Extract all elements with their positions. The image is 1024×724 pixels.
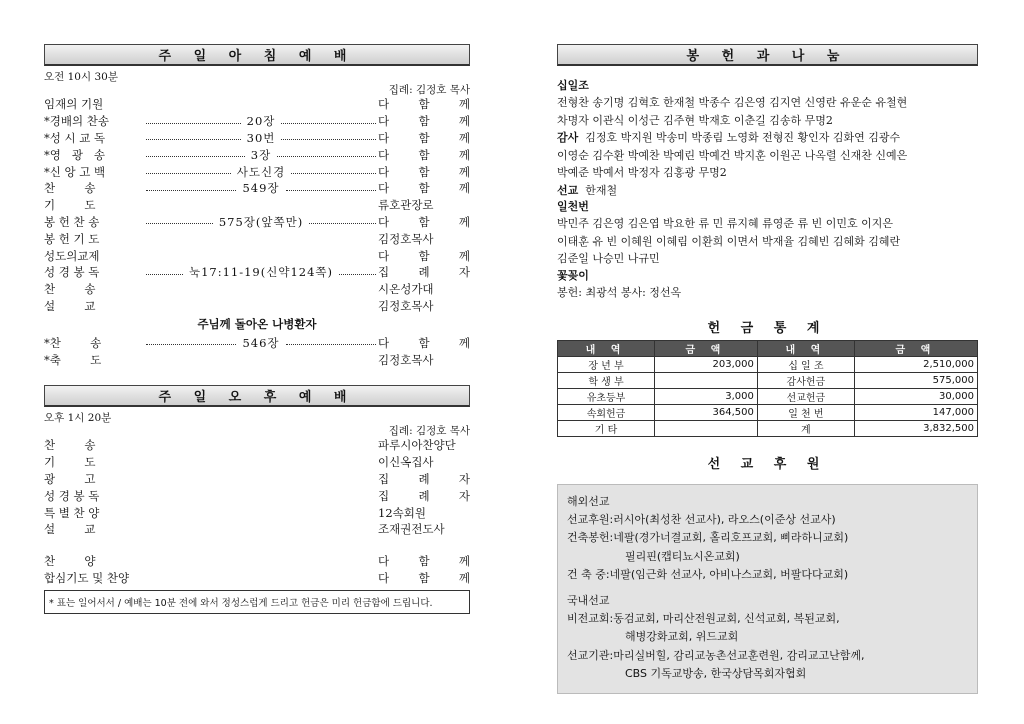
stats-header-cell: 금 액 xyxy=(655,341,758,357)
order-row xyxy=(44,180,470,197)
mission-row xyxy=(567,665,968,683)
stats-row xyxy=(558,389,978,405)
ilchun-line: 이태훈 유 빈 이혜원 이혜림 이환희 이면서 박재율 김혜빈 김혜화 김혜란 xyxy=(557,234,901,248)
order-leader xyxy=(144,214,378,230)
order-row xyxy=(44,521,470,538)
ilchun-heading: 일천번 xyxy=(557,200,589,213)
order-leader xyxy=(144,113,378,129)
order-row xyxy=(44,553,470,570)
order-leader-name: 다 함 께 xyxy=(378,335,470,350)
order-leader xyxy=(144,512,378,513)
dotted-leader xyxy=(146,274,183,275)
order-label: 기 도 xyxy=(44,198,96,213)
mission-targets: 필리핀(캡티뇨시온교회) xyxy=(625,549,740,563)
order-leader-name: 김정호목사 xyxy=(378,352,434,367)
afternoon-order-list xyxy=(44,437,470,538)
offering-stats-title: 헌 금 통 계 xyxy=(707,321,828,336)
tithe-heading: 십일조 xyxy=(557,79,589,92)
order-leader xyxy=(144,561,378,562)
morning-order-list xyxy=(44,96,470,314)
stats-body xyxy=(558,357,978,437)
stats-item-cell: 계 xyxy=(757,421,854,437)
afternoon-officiant: 집례: 김정호 목사 xyxy=(388,424,470,437)
overseas-heading: 해외선교 xyxy=(567,495,610,508)
mission-category xyxy=(567,665,625,683)
order-leader-name: 12속회원 xyxy=(378,505,426,520)
order-leader-name: 다 함 께 xyxy=(378,97,470,112)
order-leader-name: 다 함 께 xyxy=(378,181,470,196)
order-leader-name: 다 함 께 xyxy=(378,570,470,585)
order-label: 성 경 봉 독 xyxy=(44,488,100,503)
dotted-leader xyxy=(286,190,376,191)
order-label: *경배의 찬송 xyxy=(44,114,109,129)
stats-amount-cell: 147,000 xyxy=(854,405,977,421)
thanks-names: 김정호 박지원 박송미 박종림 노영화 전형진 황인자 김화연 김광수 xyxy=(585,131,901,144)
dotted-leader xyxy=(281,139,376,140)
order-label: 특 별 찬 양 xyxy=(44,505,100,520)
order-leader-name: 집 례 자 xyxy=(378,488,470,503)
afternoon-service-header xyxy=(44,385,470,407)
stats-amount-cell: 203,000 xyxy=(655,357,758,373)
worship-note: * 표는 일어서서 / 예배는 10분 전에 와서 정성스럽게 드리고 헌금은 미리 헌금함에 드립니다. xyxy=(44,590,470,614)
thanks-heading: 감사 xyxy=(557,131,579,144)
mission-offering-names: 한재철 xyxy=(585,183,618,197)
order-detail: 3장 xyxy=(250,147,272,162)
order-leader-name: 류호관장로 xyxy=(378,198,434,213)
order-leader xyxy=(144,289,378,290)
stats-item-cell: 감사헌금 xyxy=(757,373,854,389)
order-row xyxy=(44,264,470,281)
order-label: *신 앙 고 백 xyxy=(44,164,106,179)
tithe-names xyxy=(557,94,978,199)
stats-row xyxy=(558,421,978,437)
order-detail: 549장 xyxy=(242,181,280,196)
stats-amount-cell: 30,000 xyxy=(854,389,977,405)
mission-row xyxy=(567,647,968,665)
stats-row xyxy=(558,405,978,421)
mission-category: 건축봉헌: xyxy=(567,531,614,545)
order-label: 임재의 기원 xyxy=(44,97,104,112)
order-leader-name: 파루시아찬양단 xyxy=(378,438,456,453)
stats-row xyxy=(558,357,978,373)
order-row xyxy=(44,504,470,521)
morning-time: 오전 10시 30분 xyxy=(44,71,118,83)
dotted-leader xyxy=(339,274,376,275)
dotted-leader xyxy=(291,173,376,174)
dotted-leader xyxy=(281,123,376,124)
stats-item-cell: 학 생 부 xyxy=(558,373,655,389)
order-label: 합심기도 및 찬양 xyxy=(44,570,130,585)
stats-header-cell: 내 역 xyxy=(757,341,854,357)
dotted-leader xyxy=(146,156,245,157)
dotted-leader xyxy=(146,173,231,174)
order-label: 설 교 xyxy=(44,522,96,537)
flower-line: 봉헌: 최광석 봉사: 정선옥 xyxy=(557,285,682,299)
order-row xyxy=(44,471,470,488)
stats-item-cell: 속회헌금 xyxy=(558,405,655,421)
order-leader xyxy=(144,335,378,351)
order-label: *찬 송 xyxy=(44,335,102,350)
mission-targets: 네팔(임근화 선교사, 아비나스교회, 버팔다다교회) xyxy=(609,567,849,581)
mission-targets: CBS 기독교방송, 한국상담목회자협회 xyxy=(625,666,807,680)
order-leader-name: 다 함 께 xyxy=(378,554,470,569)
mission-category: 선교후원: xyxy=(567,513,614,527)
ilchun-line: 김준일 나승민 나규민 xyxy=(557,252,660,265)
tithe-line: 차명자 이관식 이성근 김주현 박재호 이춘길 김송하 무명2 xyxy=(557,113,833,127)
thanks-line: 이영순 김수환 박예찬 박예린 박예건 박지훈 이원곤 나옥렬 신재찬 신예은 xyxy=(557,148,908,162)
stats-item-cell: 유초등부 xyxy=(558,389,655,405)
order-leader-name: 집 례 자 xyxy=(378,471,470,486)
mission-row xyxy=(567,610,968,628)
order-row xyxy=(44,454,470,471)
order-leader-name: 다 함 께 xyxy=(378,214,470,229)
mission-targets: 네팔(경가너결교회, 홀리호프교회, 삐라하니교회) xyxy=(613,531,849,545)
order-leader xyxy=(144,164,378,180)
right-column xyxy=(557,0,978,694)
order-label: *영 광 송 xyxy=(44,147,106,162)
tithe-line: 전형찬 송기명 김혁호 한재철 박종수 김은영 김지연 신영란 유운순 유철현 xyxy=(557,96,908,109)
dotted-leader xyxy=(286,344,376,345)
stats-row xyxy=(558,373,978,389)
stats-amount-cell: 3,000 xyxy=(655,389,758,405)
order-leader xyxy=(144,529,378,530)
ilchun-line: 박민주 김은영 김은엽 박요한 류 민 류지혜 류영준 류 빈 이민호 이지은 xyxy=(557,217,893,230)
stats-amount-cell: 364,500 xyxy=(655,405,758,421)
order-leader xyxy=(144,577,378,578)
order-row xyxy=(44,230,470,247)
order-row xyxy=(44,163,470,180)
mission-offering-heading: 선교 xyxy=(557,183,579,197)
mission-category xyxy=(567,628,625,646)
morning-service-title: 주 일 아 침 예 배 xyxy=(158,49,356,64)
order-row xyxy=(44,487,470,504)
stats-header-cell: 금 액 xyxy=(854,341,977,357)
mission-category: 비전교회: xyxy=(567,612,614,626)
order-row xyxy=(44,298,470,315)
mission-category xyxy=(567,548,625,566)
order-detail: 575장(앞쪽만) xyxy=(218,214,304,229)
order-row xyxy=(44,334,470,351)
morning-closing-list xyxy=(44,334,470,368)
afternoon-closing-list xyxy=(44,553,470,587)
order-detail: 30번 xyxy=(246,130,276,145)
order-leader xyxy=(144,255,378,256)
order-row xyxy=(44,113,470,130)
sermon-title: 주님께 돌아온 나병환자 xyxy=(197,317,317,332)
stats-amount-cell: 2,510,000 xyxy=(854,357,977,373)
order-leader xyxy=(144,130,378,146)
overseas-list xyxy=(567,511,968,584)
order-leader xyxy=(144,462,378,463)
order-leader-name: 다 함 께 xyxy=(378,164,470,179)
order-detail: 20장 xyxy=(246,114,276,129)
ilchun-names xyxy=(557,215,978,268)
order-label: 설 교 xyxy=(44,298,96,313)
stats-header-row xyxy=(558,341,978,357)
order-leader-name: 조재권전도사 xyxy=(378,522,445,537)
left-column xyxy=(44,0,470,614)
offering-stats-table xyxy=(557,340,978,437)
morning-officiant: 집례: 김정호 목사 xyxy=(388,84,470,96)
mission-support-title: 선 교 후 원 xyxy=(707,457,828,472)
order-label: 찬 송 xyxy=(44,282,96,297)
order-label: 찬 송 xyxy=(44,438,96,453)
order-leader-name: 이신옥집사 xyxy=(378,455,434,470)
order-leader-name: 다 함 께 xyxy=(378,114,470,129)
flower-heading: 꽃꽂이 xyxy=(557,268,589,282)
order-detail: 사도신경 xyxy=(236,164,286,179)
order-row xyxy=(44,570,470,587)
mission-offering-line xyxy=(557,182,978,200)
mission-category: 건 축 중: xyxy=(567,567,610,581)
order-leader xyxy=(144,147,378,163)
mission-targets: 러시아(최성찬 선교사), 라오스(이준상 선교사) xyxy=(613,513,836,527)
mission-support-box xyxy=(557,484,978,694)
thanks-line xyxy=(557,129,978,147)
order-row xyxy=(44,197,470,214)
order-label: *성 시 교 독 xyxy=(44,130,106,145)
order-leader-name: 다 함 께 xyxy=(378,130,470,145)
order-detail: 눅17:11-19(신약124쪽) xyxy=(188,265,334,280)
order-label: 찬 양 xyxy=(44,554,96,569)
mission-row xyxy=(567,566,968,584)
mission-category: 선교기관: xyxy=(567,648,614,662)
order-leader-name: 김정호목사 xyxy=(378,298,434,313)
stats-item-cell: 기 타 xyxy=(558,421,655,437)
order-row xyxy=(44,96,470,113)
stats-item-cell: 선교헌금 xyxy=(757,389,854,405)
order-label: 봉 헌 찬 송 xyxy=(44,214,100,229)
order-leader xyxy=(144,238,378,239)
order-label: 봉 헌 기 도 xyxy=(44,231,100,246)
offering-title: 봉 헌 과 나 눔 xyxy=(686,49,849,64)
order-leader xyxy=(144,305,378,306)
order-row xyxy=(44,214,470,231)
stats-amount-cell: 3,832,500 xyxy=(854,421,977,437)
stats-amount-cell xyxy=(655,373,758,389)
order-leader-name: 시온성가대 xyxy=(378,282,434,297)
mission-row xyxy=(567,529,968,547)
stats-item-cell: 일 천 번 xyxy=(757,405,854,421)
order-label: 광 고 xyxy=(44,471,96,486)
order-label: 찬 송 xyxy=(44,181,96,196)
order-leader xyxy=(144,359,378,360)
order-label: *축 도 xyxy=(44,352,102,367)
morning-service-header xyxy=(44,44,470,66)
order-leader xyxy=(144,180,378,196)
mission-targets: 동검교회, 마리산전원교회, 신석교회, 복된교회, xyxy=(613,612,840,626)
order-label: 기 도 xyxy=(44,455,96,470)
order-detail: 546장 xyxy=(242,335,280,350)
order-leader xyxy=(144,495,378,496)
dotted-leader xyxy=(146,190,236,191)
domestic-heading: 국내선교 xyxy=(567,594,610,608)
dotted-leader xyxy=(146,223,213,224)
stats-amount-cell: 575,000 xyxy=(854,373,977,389)
dotted-leader xyxy=(146,139,241,140)
dotted-leader xyxy=(277,156,376,157)
order-row xyxy=(44,437,470,454)
stats-header-cell: 내 역 xyxy=(558,341,655,357)
thanks-line: 박예준 박예서 박정자 김홍광 무명2 xyxy=(557,166,727,179)
afternoon-time: 오후 1시 20분 xyxy=(44,411,112,424)
dotted-leader xyxy=(146,344,236,345)
order-row xyxy=(44,130,470,147)
order-label: 성도의교제 xyxy=(44,248,100,263)
order-leader xyxy=(144,445,378,446)
afternoon-service-title: 주 일 오 후 예 배 xyxy=(158,389,356,405)
domestic-list xyxy=(567,610,968,683)
offering-header xyxy=(557,44,978,66)
stats-item-cell: 십 일 조 xyxy=(757,357,854,373)
order-leader-name: 다 함 께 xyxy=(378,248,470,263)
order-row xyxy=(44,146,470,163)
order-row xyxy=(44,247,470,264)
order-leader xyxy=(144,205,378,206)
order-label: 성 경 봉 독 xyxy=(44,265,100,280)
dotted-leader xyxy=(146,123,241,124)
order-row xyxy=(44,281,470,298)
order-row xyxy=(44,351,470,368)
order-leader xyxy=(144,104,378,105)
order-leader xyxy=(144,478,378,479)
order-leader-name: 집 례 자 xyxy=(378,265,470,280)
mission-targets: 마리실버힐, 감리교농촌선교훈련원, 감리교고난함께, xyxy=(613,648,865,662)
dotted-leader xyxy=(309,223,376,224)
mission-row xyxy=(567,548,968,566)
mission-row xyxy=(567,511,968,529)
order-leader-name: 김정호목사 xyxy=(378,231,434,246)
mission-row xyxy=(567,628,968,646)
mission-targets: 해병강화교회, 위드교회 xyxy=(625,630,739,644)
stats-item-cell: 장 년 부 xyxy=(558,357,655,373)
stats-amount-cell xyxy=(655,421,758,437)
order-leader-name: 다 함 께 xyxy=(378,147,470,162)
order-leader xyxy=(144,264,378,280)
